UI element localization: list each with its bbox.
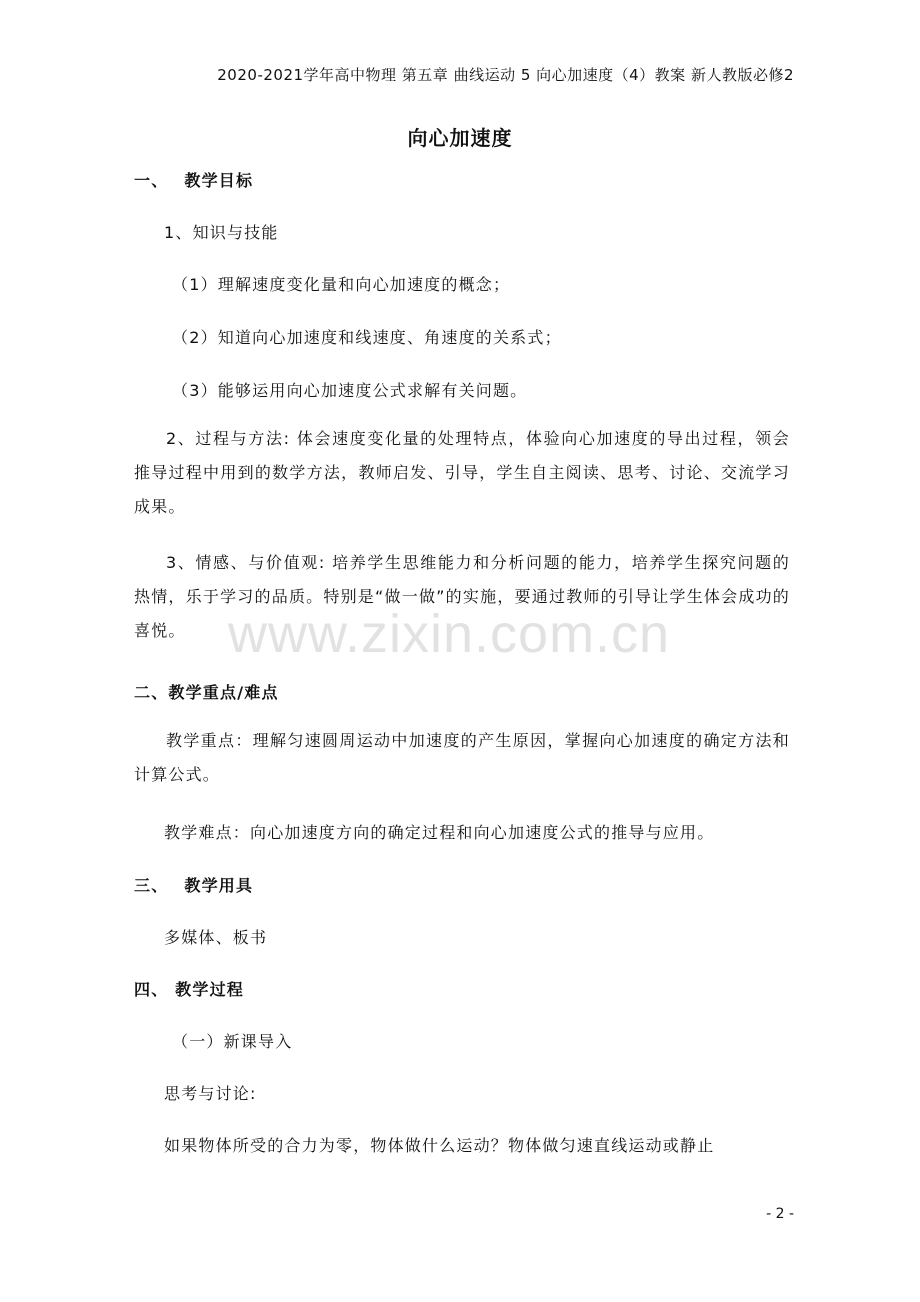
page-number: - 2 - [766,1206,794,1222]
paragraph-values: 3、情感、与价值观: 培养学生思维能力和分析问题的能力，培养学生探究问题的热情，乐于学习的品质。特别是“做一做”的实施，要通过教师的引导让学生体会成功的喜悦。 [134,553,790,640]
objective-2: （2）知道向心加速度和线速度、角速度的关系式； [172,328,562,347]
paragraph-process-methods: 2、过程与方法: 体会速度变化量的处理特点，体验向心加速度的导出过程，领会推导过程中用到的数学方法，教师启发、引导，学生自主阅读、思考、讨论、交流学习成果。 [134,429,790,516]
think-discuss-label: 思考与讨论: [164,1084,257,1103]
paragraph-difficulty: 教学难点：向心加速度方向的确定过程和向心加速度公式的推导与应用。 [164,823,715,842]
question-text: 如果物体所受的合力为零，物体做什么运动？物体做匀速直线运动或静止 [164,1136,715,1155]
section-heading-process: 四、 教学过程 [134,980,244,999]
item-knowledge-skills: 1、知识与技能 [164,223,279,242]
objective-3: （3）能够运用向心加速度公式求解有关问题。 [172,381,528,400]
watermark: www.zixin.com.cn [228,604,671,664]
paragraph-key-point: 教学重点：理解匀速圆周运动中加速度的产生原因，掌握向心加速度的确定方法和计算公式。 [134,731,790,784]
section-heading-objectives: 一、 教学目标 [134,171,254,190]
tools-text: 多媒体、板书 [164,928,268,947]
document-title: 向心加速度 [407,126,513,150]
section-heading-tools: 三、 教学用具 [134,876,254,895]
section-heading-key-points: 二、教学重点/难点 [134,683,279,702]
objective-1: （1）理解速度变化量和向心加速度的概念； [172,275,511,294]
step-new-lesson: （一）新课导入 [172,1032,293,1051]
page-header: 2020-2021学年高中物理 第五章 曲线运动 5 向心加速度（4）教案 新人教版必修2 [217,66,794,84]
